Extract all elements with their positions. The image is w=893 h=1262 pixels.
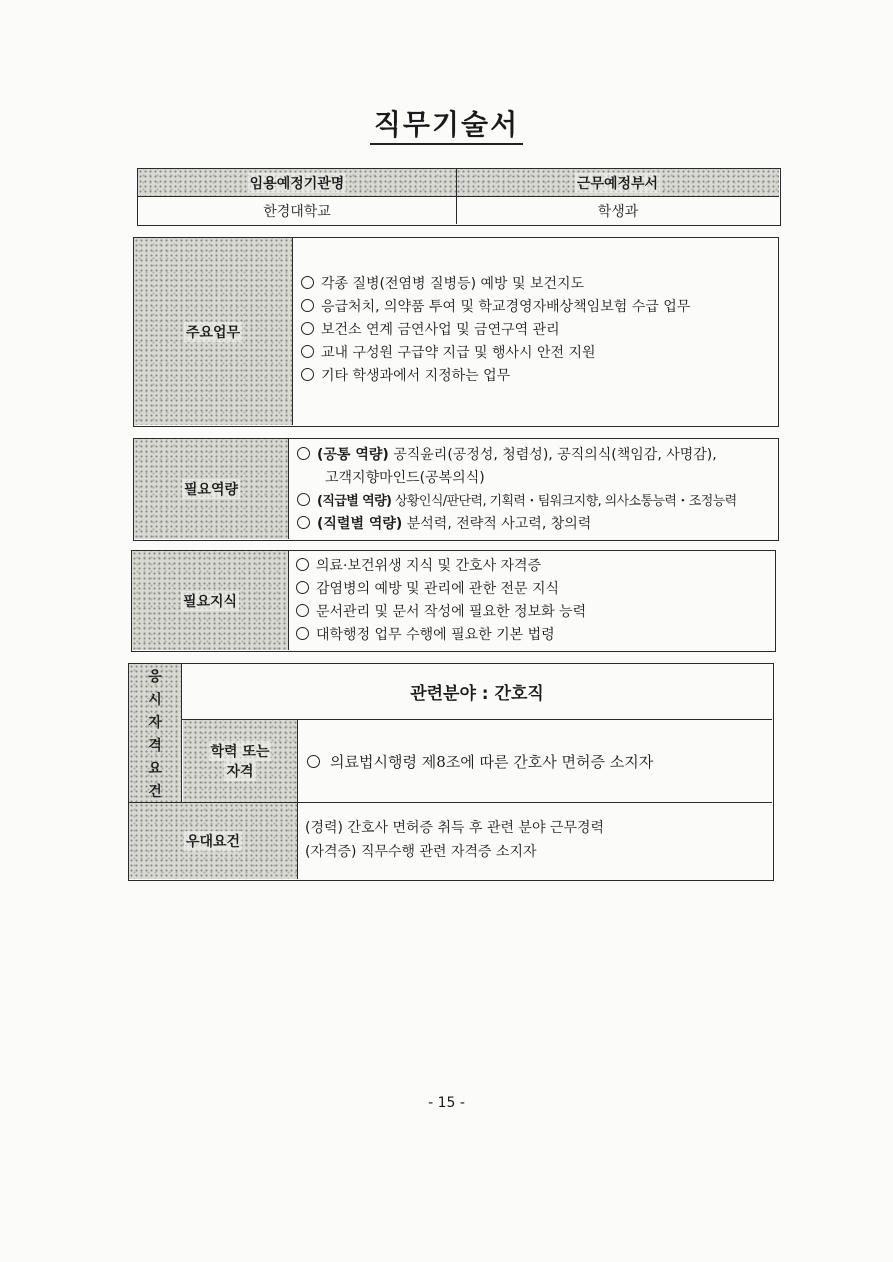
circle-bullet-icon <box>296 558 309 571</box>
requirements-section <box>128 663 774 881</box>
preferred-lines <box>305 816 604 864</box>
circle-bullet-icon <box>296 604 309 617</box>
circle-bullet-icon <box>301 299 314 312</box>
page-number: - 15 - <box>428 1095 465 1111</box>
list-item: 보건소 연계 금연사업 및 금연구역 관리 <box>301 319 690 342</box>
circle-bullet-icon <box>301 345 314 358</box>
circle-bullet-icon <box>307 755 320 768</box>
knowledge-list <box>296 555 586 647</box>
circle-bullet-icon <box>296 627 309 640</box>
circle-bullet-icon <box>297 493 310 506</box>
page-title: 직무기술서 <box>0 103 893 143</box>
header-col1-value: 한경대학교 <box>263 203 331 220</box>
circle-bullet-icon <box>297 447 310 460</box>
list-item: 응급처치, 의약품 투여 및 학교경영자배상책임보험 수급 업무 <box>301 296 690 319</box>
education-value: 의료법시행령 제8조에 따른 간호사 면허증 소지자 <box>307 720 767 802</box>
preferred-item: (경력) 간호사 면허증 취득 후 관련 분야 근무경력 <box>305 820 605 836</box>
knowledge-label: 필요지식 <box>132 551 288 650</box>
competencies-list <box>297 444 737 536</box>
competencies-label: 필요역량 <box>134 439 288 539</box>
list-item: 대학행정 업무 수행에 필요한 기본 법령 <box>296 624 586 647</box>
requirements-field-title: 관련분야 : 간호직 <box>410 684 544 704</box>
list-item: 교내 구성원 구급약 지급 및 행사시 안전 지원 <box>301 342 690 365</box>
list-item: 의료·보건위생 지식 및 간호사 자격증 <box>296 555 586 578</box>
circle-bullet-icon <box>296 581 309 594</box>
list-item-continuation: 고객지향마인드(공복의식) <box>325 470 485 486</box>
list-item: 각종 질병(전염병 질병등) 예방 및 보건지도 <box>301 273 690 296</box>
list-item: 감염병의 예방 및 관리에 관한 전문 지식 <box>296 578 586 601</box>
circle-bullet-icon <box>301 322 314 335</box>
circle-bullet-icon <box>301 368 314 381</box>
education-label: 학력 또는 자격 <box>183 720 297 802</box>
list-item: (직급별 역량) 상황인식/판단력, 기획력・팀워크지향, 의사소통능력・조정능력 <box>297 490 737 513</box>
knowledge-section <box>131 550 776 652</box>
requirements-side-label: 응 시 자 격 요 건 <box>129 664 181 802</box>
list-item: (직렬별 역량) 분석력, 전략적 사고력, 창의력 <box>297 513 737 536</box>
header-col1-label: 임용예정기관명 <box>138 169 456 196</box>
circle-bullet-icon <box>301 276 314 289</box>
preferred-item: (자격증) 직무수행 관련 자격증 소지자 <box>305 844 537 860</box>
main-duties-section <box>133 237 779 427</box>
header-col2-value: 학생과 <box>597 203 639 220</box>
preferred-label: 우대요건 <box>129 803 297 879</box>
main-duties-label: 주요업무 <box>134 238 292 425</box>
competencies-section <box>133 438 779 541</box>
circle-bullet-icon <box>297 516 310 529</box>
list-item: 기타 학생과에서 지정하는 업무 <box>301 365 690 388</box>
list-item: (공통 역량) 공직윤리(공정성, 청렴성), 공직의식(책임감, 사명감), <box>297 444 737 467</box>
main-duties-list <box>301 273 690 388</box>
header-table <box>137 168 781 226</box>
list-item: 문서관리 및 문서 작성에 필요한 정보화 능력 <box>296 601 586 624</box>
header-col2-label: 근무예정부서 <box>456 169 779 196</box>
